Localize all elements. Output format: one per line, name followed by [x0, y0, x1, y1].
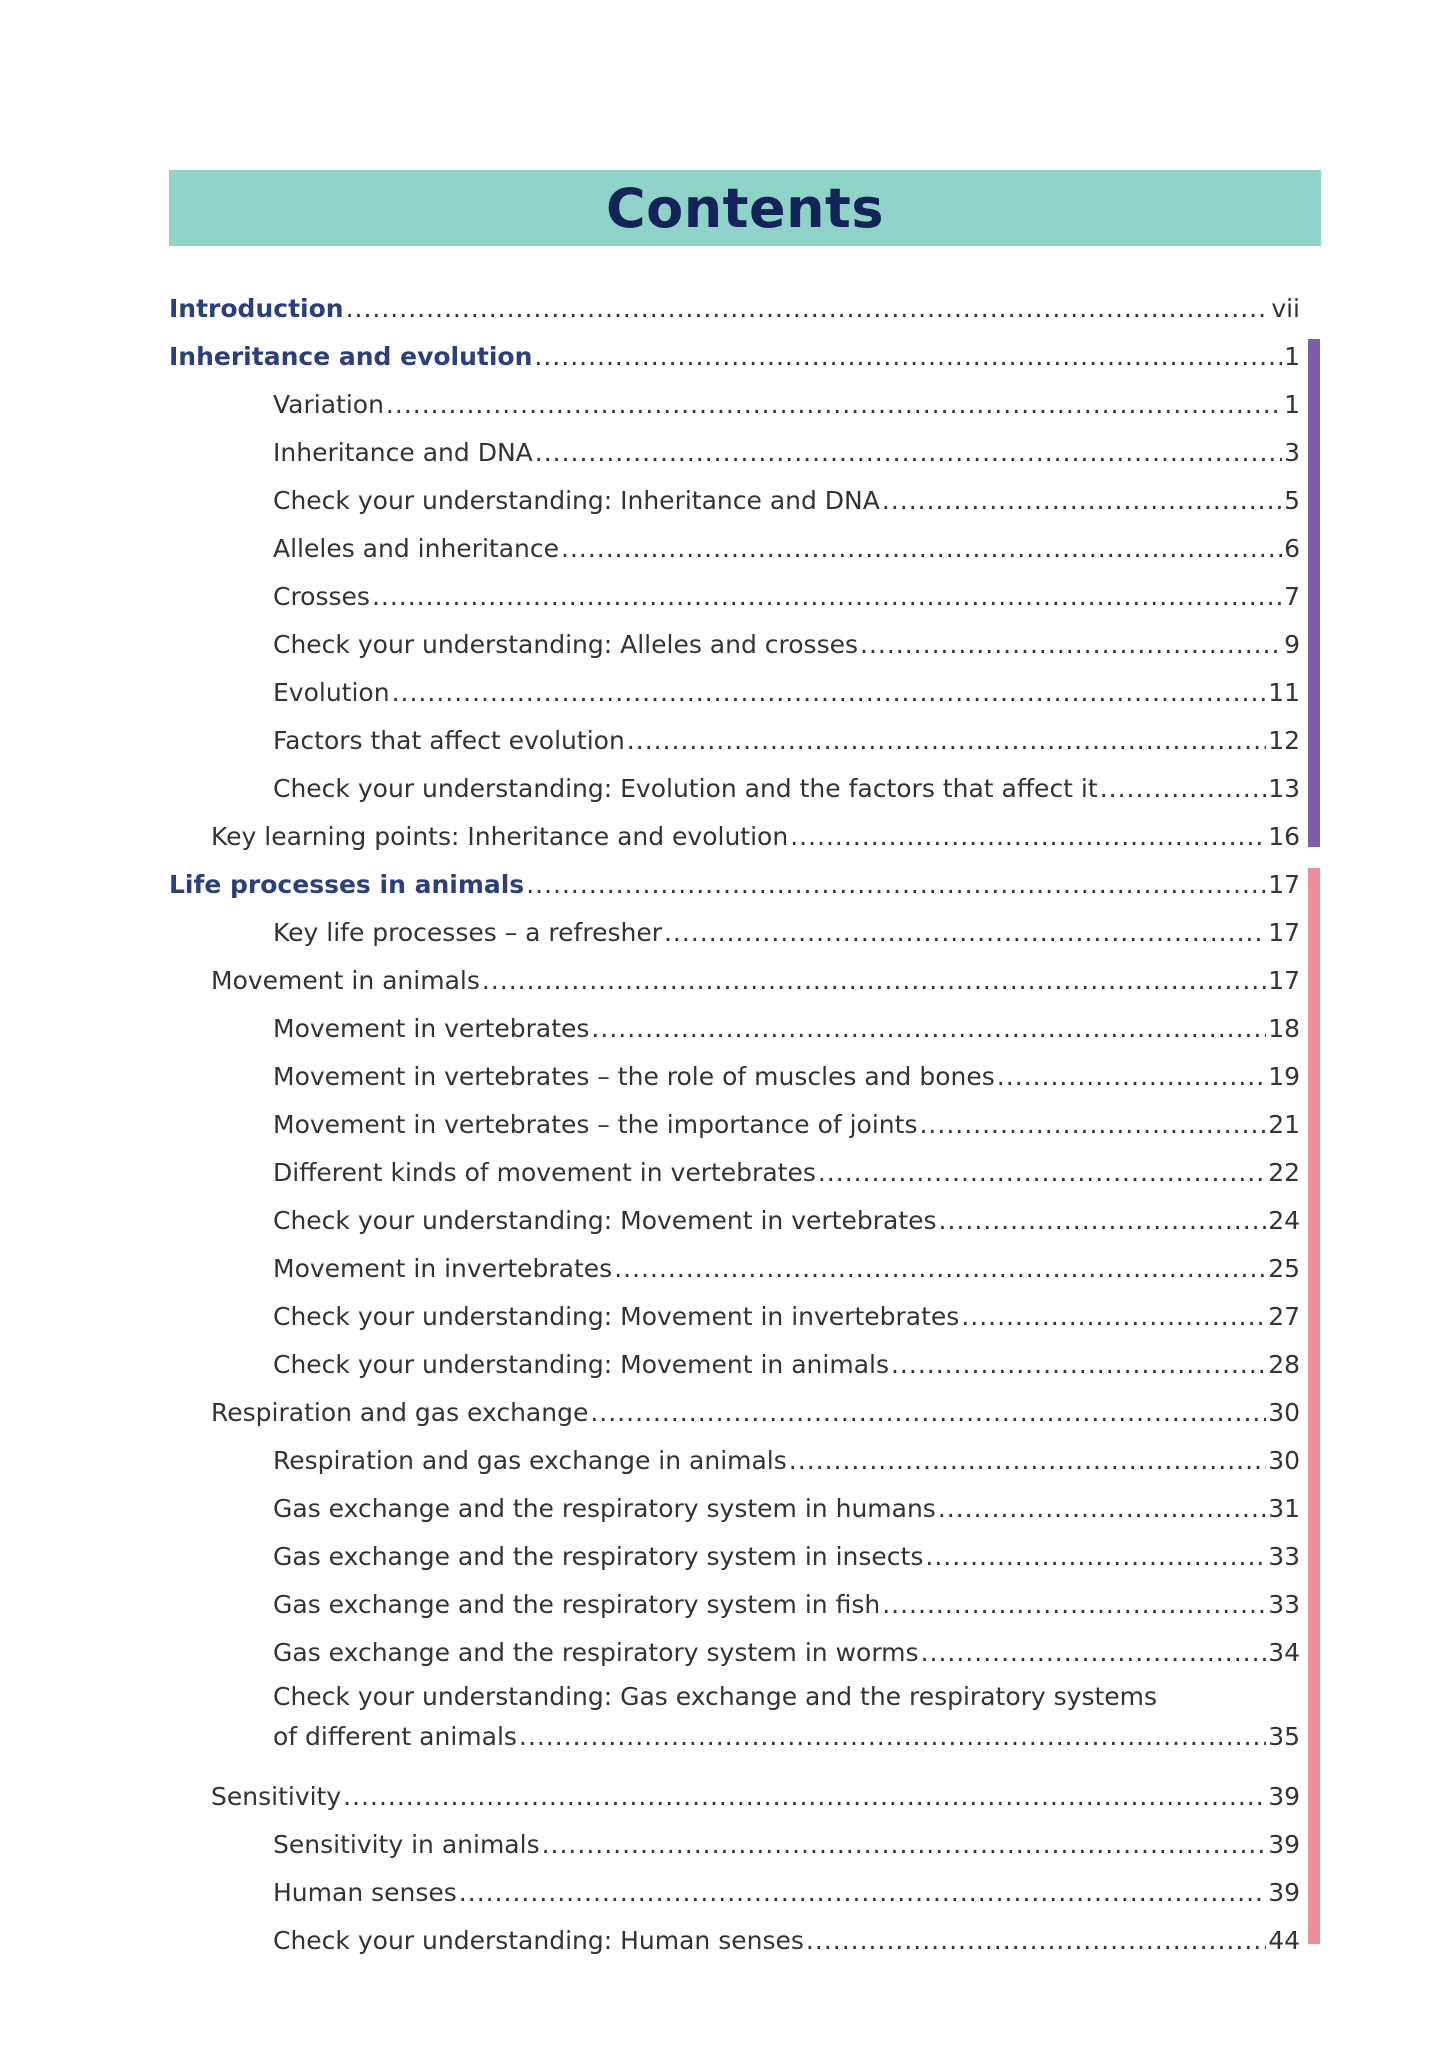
toc-entry[interactable] — [169, 1005, 1300, 1053]
dot-leader — [535, 429, 1282, 477]
toc-entry[interactable] — [169, 1917, 1300, 1965]
dot-leader — [938, 1485, 1266, 1533]
toc-page-number: 21 — [1268, 1110, 1300, 1139]
toc-page-number: 9 — [1284, 630, 1300, 659]
toc-page-number: 13 — [1268, 774, 1300, 803]
toc-entry[interactable] — [169, 717, 1300, 765]
toc-entry-title: Movement in invertebrates — [273, 1254, 613, 1283]
dot-leader — [542, 1821, 1267, 1869]
toc-entry-title-continued: of different animals — [273, 1722, 517, 1751]
toc-page-number: 33 — [1268, 1542, 1300, 1571]
toc-page-number: 16 — [1268, 822, 1300, 851]
toc-page-number: 7 — [1284, 582, 1300, 611]
toc-entry-title: Gas exchange and the respiratory system in fish — [273, 1590, 881, 1619]
toc-entry[interactable] — [169, 621, 1300, 669]
toc-entry[interactable] — [169, 957, 1300, 1005]
toc-section-entry[interactable] — [169, 285, 1300, 333]
toc-page-number: 30 — [1268, 1398, 1300, 1427]
dot-leader — [526, 861, 1266, 909]
dot-leader — [925, 1533, 1266, 1581]
toc-entry[interactable] — [169, 1485, 1300, 1533]
dot-leader — [664, 909, 1266, 957]
dot-leader — [534, 333, 1282, 381]
toc-entry-title: Check your understanding: Alleles and crosses — [273, 630, 858, 659]
toc-entry[interactable] — [169, 1149, 1300, 1197]
dot-leader — [1100, 765, 1267, 813]
toc-page-number: 34 — [1268, 1638, 1300, 1667]
toc-entry-title: Check your understanding: Movement in invertebrates — [273, 1302, 960, 1331]
toc-entry-title: Human senses — [273, 1878, 457, 1907]
toc-page-number: 17 — [1268, 966, 1300, 995]
toc-page-number: vii — [1271, 294, 1300, 323]
toc-page-number: 44 — [1268, 1926, 1300, 1955]
dot-leader — [789, 1437, 1266, 1485]
dot-leader — [614, 1245, 1266, 1293]
toc-page-number: 30 — [1268, 1446, 1300, 1475]
toc-page-number: 17 — [1268, 870, 1300, 899]
toc-entry[interactable] — [169, 381, 1300, 429]
dot-leader — [997, 1053, 1266, 1101]
toc-entry[interactable] — [169, 477, 1300, 525]
toc-entry-title: Factors that affect evolution — [273, 726, 625, 755]
toc-entry[interactable] — [169, 669, 1300, 717]
toc-entry[interactable] — [169, 1821, 1300, 1869]
dot-leader — [591, 1005, 1266, 1053]
toc-entry[interactable] — [169, 1293, 1300, 1341]
toc-page-number: 17 — [1268, 918, 1300, 947]
toc-page-number: 25 — [1268, 1254, 1300, 1283]
toc-entry-title: Respiration and gas exchange — [211, 1398, 589, 1427]
toc-entry-title: Introduction — [169, 294, 344, 323]
toc-entry-title: Check your understanding: Inheritance and DNA — [273, 486, 880, 515]
dot-leader — [627, 717, 1266, 765]
dot-leader — [561, 525, 1282, 573]
dot-leader — [882, 477, 1282, 525]
toc-entry-title: Gas exchange and the respiratory system in humans — [273, 1494, 936, 1523]
toc-entry[interactable] — [169, 1533, 1300, 1581]
toc-entry[interactable] — [169, 1197, 1300, 1245]
toc-page-number: 31 — [1268, 1494, 1300, 1523]
toc-section-entry[interactable] — [169, 333, 1300, 381]
dot-leader — [346, 285, 1270, 333]
toc-entry-title: Check your understanding: Human senses — [273, 1926, 804, 1955]
toc-entry-title: Check your understanding: Evolution and the factors that affect it — [273, 774, 1098, 803]
toc-page-number: 27 — [1268, 1302, 1300, 1331]
contents-title-bar — [169, 170, 1321, 246]
toc-entry-title: Movement in animals — [211, 966, 480, 995]
toc-entry[interactable] — [169, 813, 1300, 861]
toc-entry-title: Respiration and gas exchange in animals — [273, 1446, 787, 1475]
dot-leader — [921, 1629, 1267, 1677]
toc-entry[interactable] — [169, 909, 1300, 957]
toc-entry-title: Alleles and inheritance — [273, 534, 559, 563]
toc-page-number: 39 — [1268, 1830, 1300, 1859]
toc-page-number: 39 — [1268, 1782, 1300, 1811]
life-processes-section-bar — [1308, 868, 1320, 1944]
dot-leader — [806, 1917, 1266, 1965]
inheritance-section-bar — [1308, 339, 1320, 847]
dot-leader — [372, 573, 1282, 621]
toc-page-number: 39 — [1268, 1878, 1300, 1907]
toc-page-number: 6 — [1284, 534, 1300, 563]
toc-entry[interactable] — [169, 1437, 1300, 1485]
toc-entry[interactable] — [169, 1773, 1300, 1821]
toc-page-number: 1 — [1284, 390, 1300, 419]
toc-entry-title: Movement in vertebrates — [273, 1014, 590, 1043]
toc-entry-title: Key learning points: Inheritance and evolution — [211, 822, 789, 851]
toc-entry-title: Crosses — [273, 582, 370, 611]
dot-leader — [386, 381, 1282, 429]
toc-entry[interactable] — [169, 525, 1300, 573]
toc-entry-title: Sensitivity — [211, 1782, 342, 1811]
toc-entry-title: Check your understanding: Movement in animals — [273, 1350, 889, 1379]
toc-page-number: 12 — [1268, 726, 1300, 755]
dot-leader — [961, 1293, 1266, 1341]
toc-entry-title: Check your understanding: Movement in vertebrates — [273, 1206, 937, 1235]
dot-leader — [818, 1149, 1266, 1197]
toc-page-number: 22 — [1268, 1158, 1300, 1187]
toc-page-number: 24 — [1268, 1206, 1300, 1235]
dot-leader — [939, 1197, 1267, 1245]
toc-page-number: 28 — [1268, 1350, 1300, 1379]
toc-entry-title: Movement in vertebrates – the importance of joints — [273, 1110, 918, 1139]
dot-leader — [392, 669, 1267, 717]
toc-page-number: 1 — [1284, 342, 1300, 371]
toc-entry[interactable] — [169, 1677, 1300, 1773]
toc-entry-title: Movement in vertebrates – the role of muscles and bones — [273, 1062, 995, 1091]
toc-entry-title: Inheritance and DNA — [273, 438, 533, 467]
toc-page-number: 19 — [1268, 1062, 1300, 1091]
dot-leader — [882, 1581, 1266, 1629]
dot-leader — [790, 813, 1266, 861]
toc-entry-title: Sensitivity in animals — [273, 1830, 540, 1859]
toc-entry-title: Variation — [273, 390, 384, 419]
toc-entry-title: Evolution — [273, 678, 390, 707]
toc-entry-title: Gas exchange and the respiratory system in insects — [273, 1542, 924, 1571]
toc-page-number: 11 — [1268, 678, 1300, 707]
dot-leader — [590, 1389, 1266, 1437]
dot-leader — [919, 1101, 1266, 1149]
toc-page-number: 18 — [1268, 1014, 1300, 1043]
toc-entry-title: Key life processes – a refresher — [273, 918, 662, 947]
toc-entry[interactable] — [169, 573, 1300, 621]
toc-entry[interactable] — [169, 765, 1300, 813]
toc-entry[interactable] — [169, 1101, 1300, 1149]
dot-leader — [482, 957, 1266, 1005]
dot-leader — [459, 1869, 1266, 1917]
toc-entry[interactable] — [169, 1053, 1300, 1101]
toc-page-number: 33 — [1268, 1590, 1300, 1619]
toc-entry[interactable] — [169, 1869, 1300, 1917]
toc-page-number: 35 — [1268, 1722, 1300, 1751]
toc-entry-title: Gas exchange and the respiratory system in worms — [273, 1638, 919, 1667]
dot-leader — [519, 1717, 1266, 1757]
toc-entry-title: Inheritance and evolution — [169, 342, 533, 371]
toc-entry[interactable] — [169, 1581, 1300, 1629]
dot-leader — [860, 621, 1282, 669]
toc-entry[interactable] — [169, 1389, 1300, 1437]
page-title: Contents — [605, 176, 884, 240]
toc-entry-title: Different kinds of movement in vertebrates — [273, 1158, 816, 1187]
table-of-contents — [169, 285, 1300, 1965]
toc-entry[interactable] — [169, 429, 1300, 477]
dot-leader — [343, 1773, 1266, 1821]
toc-entry-title: Check your understanding: Gas exchange and the respiratory systems — [273, 1682, 1158, 1711]
toc-entry-title: Life processes in animals — [169, 870, 525, 899]
toc-entry[interactable] — [169, 1629, 1300, 1677]
toc-entry[interactable] — [169, 1341, 1300, 1389]
toc-entry[interactable] — [169, 1245, 1300, 1293]
toc-page-number: 5 — [1284, 486, 1300, 515]
toc-section-entry[interactable] — [169, 861, 1300, 909]
toc-page-number: 3 — [1284, 438, 1300, 467]
dot-leader — [891, 1341, 1266, 1389]
